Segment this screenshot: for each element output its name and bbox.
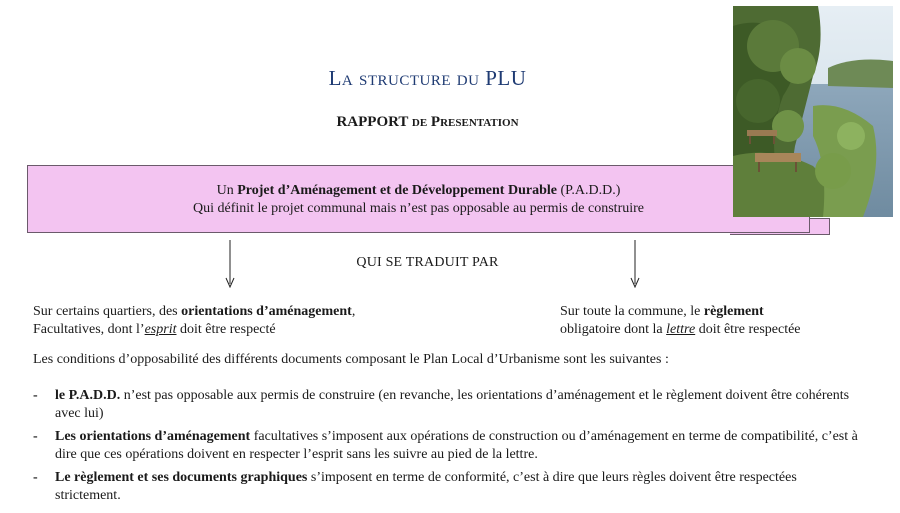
esprit-word: esprit: [144, 322, 177, 337]
bullet-body: [55, 387, 863, 423]
padd-line-1: [27, 183, 810, 199]
page-title: La structure du PLU: [328, 66, 527, 90]
reglement-line-2: [560, 321, 880, 339]
bullet-term: le P.A.D.D.: [55, 388, 121, 403]
bullet-dash: -: [33, 470, 38, 485]
padd-box: [27, 165, 810, 233]
lake-photo-image: [733, 6, 893, 217]
orientations-line-1: [33, 303, 433, 321]
bullet-dash: -: [33, 429, 38, 444]
bullet-body: [55, 428, 863, 464]
padd-line-2: Qui définit le projet communal mais n’est pas opposable au permis de construire: [193, 201, 644, 216]
reglement-column: [560, 303, 880, 339]
reglement-line-1: [560, 303, 880, 321]
orientations-term: orientations d’aménagement: [181, 304, 352, 319]
bullet-text: facultatives s’imposent aux opérations de construction ou d’aménagement en terme de compatibilité, c’est à dire que ces opérations doivent en respecter l’esprit sans les suivre au pied de la lettre.: [55, 429, 858, 462]
section-subtitle: RAPPORT de Presentation: [336, 114, 519, 130]
intro-paragraph: Les conditions d’opposabilité des différents documents composant le Plan Local d’Urbanisme sont les suivantes :: [33, 352, 669, 367]
orientations-line-2-prefix: Facultatives, dont l’: [33, 322, 145, 337]
bullet-dash: -: [33, 388, 38, 403]
orientations-column: [33, 303, 433, 339]
orientations-line-1-prefix: Sur certains quartiers, des: [33, 304, 182, 319]
list-item: [33, 387, 863, 423]
reglement-line-1-prefix: Sur toute la commune, le: [560, 304, 704, 319]
list-item: [33, 469, 863, 505]
lettre-word: lettre: [666, 322, 696, 337]
reglement-line-2-suffix: doit être respectée: [695, 322, 801, 337]
bullet-text: n’est pas opposable aux permis de construire (en revanche, les orientations d’aménagement et le règlement doivent être cohérents avec lui): [55, 388, 850, 421]
orientations-line-1-suffix: ,: [351, 304, 356, 319]
reglement-term: règlement: [703, 304, 764, 319]
padd-abbrev: (P.A.D.D.): [556, 183, 621, 198]
bullet-term: Le règlement et ses documents graphiques: [55, 470, 308, 485]
reglement-line-2-prefix: obligatoire dont la: [560, 322, 667, 337]
list-item: [33, 428, 863, 464]
padd-title: Projet d’Aménagement et de Développement Durable: [237, 183, 557, 198]
bullet-text: s’imposent en terme de conformité, c’est à dire que leurs règles doivent être respectées strictement.: [55, 470, 797, 503]
translation-caption: QUI SE TRADUIT PAR: [356, 255, 499, 270]
lake-photo: [733, 6, 893, 217]
bullet-body: [55, 469, 863, 505]
bullet-term: Les orientations d’aménagement: [55, 429, 251, 444]
orientations-line-2-suffix: doit être respecté: [176, 322, 276, 337]
padd-line-1-prefix: Un: [216, 183, 238, 198]
orientations-line-2: [33, 321, 433, 339]
